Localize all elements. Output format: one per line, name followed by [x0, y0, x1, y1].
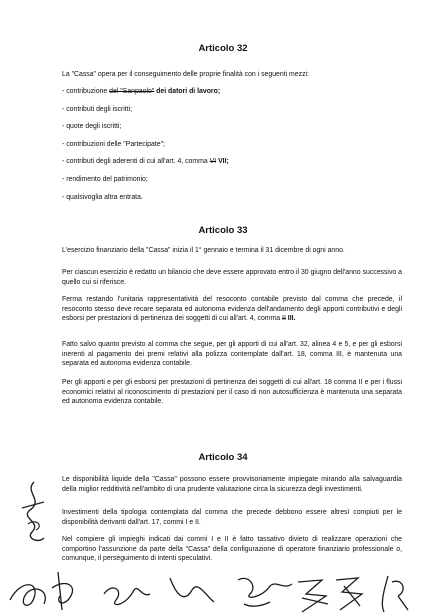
- struck-text: del "Sanpaolo": [109, 88, 155, 95]
- margin-signature: [14, 478, 54, 548]
- article-33-paragraph-4: Fatto salvo quanto previsto al comma che segue, per gli apporti di cui all'art. 32, alinea 4 e 5, e per gli esborsi inerenti al pagamento dei premi relativi alla polizza contemplate dall'art. 18, comma III, è mantenuta una separata ed autonoma evidenza contabile.: [62, 341, 402, 368]
- article-33-paragraph-1: L'esercizio finanziario della "Cassa" inizia il 1° gennaio e termina il 31 dicembre di ogni anno.: [62, 247, 345, 254]
- article-34-paragraph-3: Nel compiere gli impieghi indicati dai commi I e II è fatto tassativo divieto di realizzare operazioni che comportino l'assunzione da parte della "Cassa" della configurazione di operatore finanziario professionale o, comunque, il perseguimento di intenti speculativi.: [62, 536, 402, 563]
- list-item: - qualsivoglia altra entrata.: [62, 193, 143, 201]
- article-33-paragraph-2: Per ciascun esercizio è redatto un bilancio che deve essere approvato entro il 30 giugno dell'anno successivo a quello cui si riferisce.: [62, 269, 402, 286]
- article-32-means-list: [62, 87, 402, 210]
- article-34-title: Articolo 34: [198, 452, 248, 463]
- article-33-paragraph-5: Per gli apporti e per gli esborsi per prestazioni di pertinenza dei soggetti di cui all'art. 18 comma II e per i flussi economici relativi al riconoscimento di prestazioni per il caso di non autosufficienza è mantenuta una separata ed autonoma evidenza contabile.: [62, 379, 402, 406]
- article-32-title: Articolo 32: [198, 43, 248, 54]
- inserted-text: dei datori di lavoro;: [156, 88, 221, 95]
- list-item: - quote degli iscritti;: [62, 123, 122, 131]
- list-item: - contribuzione del "Sanpaolo" dei datori di lavoro;: [62, 88, 221, 95]
- article-33-title: Articolo 33: [198, 225, 248, 236]
- article-34-paragraph-1: Le disponibilità liquide della "Cassa" possono essere provvisoriamente impiegate mirando alla salvaguardia della miglior redditività nell'ambito di una prudente valutazione circa la sicurezza degli investimenti.: [62, 476, 402, 493]
- list-item: - rendimento del patrimonio;: [62, 175, 148, 183]
- inserted-text: III.: [287, 315, 296, 323]
- list-item: - contributi degli iscritti;: [62, 105, 133, 113]
- list-item: - contributi degli aderenti di cui all'art. 4, comma VI VII;: [62, 158, 229, 166]
- article-32-intro: La "Cassa" opera per il conseguimento delle proprie finalità con i seguenti mezzi:: [62, 71, 309, 78]
- article-33-paragraph-3: Ferma restando l'unitaria rappresentatività del resoconto contabile previsto dal comma che precede, il resoconto stesso deve recare separata ed autonoma evidenza dell'andamento degli apporti contributivi e degli esborsi per prestazioni di pertinenza dei soggetti di cui all'art. 4, comma II III.: [62, 296, 402, 323]
- struck-text: VI: [209, 158, 217, 166]
- inserted-text: VII;: [218, 158, 229, 166]
- struck-text: II: [282, 315, 286, 323]
- article-34-paragraph-2: Investimenti della tipologia contemplata dal comma che precede debbono essere altresì compiuti per le disponibilità derivanti dall'art. 17, commi I e II.: [62, 509, 402, 526]
- list-item: - contribuzioni delle "Partecipate";: [62, 140, 165, 148]
- bottom-signatures: [0, 560, 446, 616]
